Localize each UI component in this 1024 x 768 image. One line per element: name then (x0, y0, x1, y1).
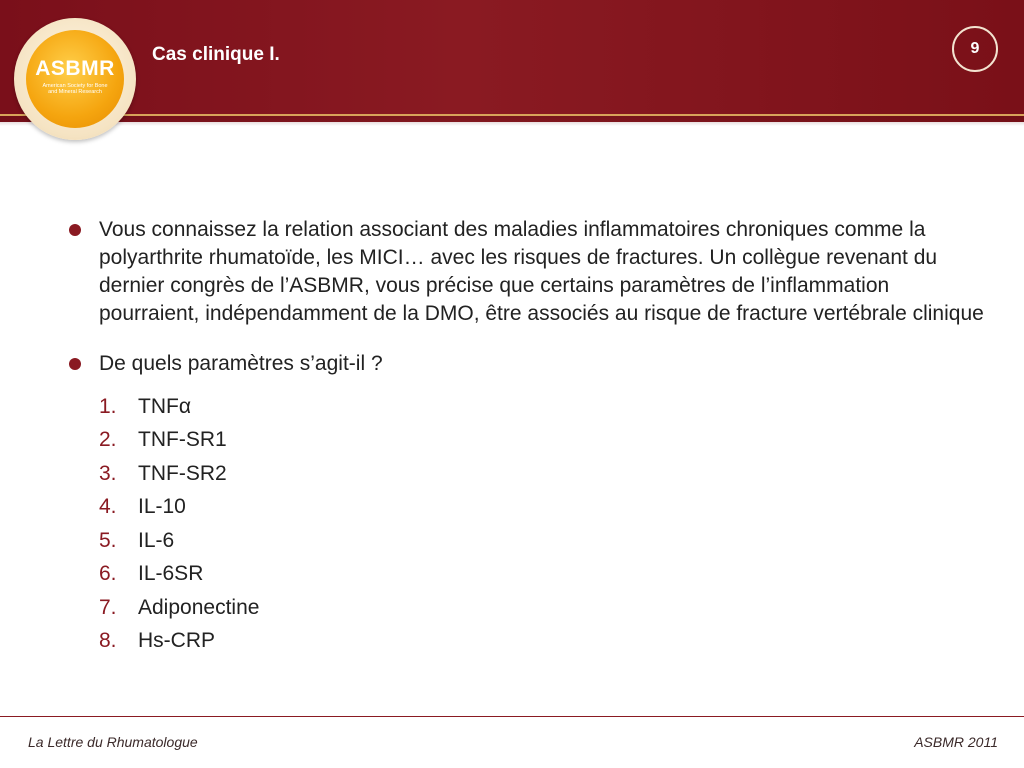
logo-subtitle: American Society for Bone and Mineral Research (42, 82, 108, 95)
footer-source: La Lettre du Rhumatologue (28, 734, 198, 750)
bullet-item (68, 216, 988, 328)
footer-divider (0, 716, 1024, 717)
list-item (99, 424, 988, 458)
list-item (99, 457, 988, 491)
bullet-item (68, 350, 988, 378)
list-item-number: 1. (99, 394, 117, 418)
logo-wordmark: ASBMR (35, 56, 115, 80)
list-item-text: IL-6 (138, 528, 175, 552)
list-item-text: TNF-SR2 (138, 461, 227, 485)
list-item-text: TNF-SR1 (138, 428, 227, 452)
header-shadow (0, 116, 1024, 126)
list-item-number: 2. (99, 428, 117, 452)
page-number-badge (952, 26, 998, 72)
list-item-text: IL-6SR (138, 562, 204, 586)
bullet-text: De quels paramètres s’agit-il ? (99, 352, 383, 375)
list-item (99, 591, 988, 625)
footer-credit: ASBMR 2011 (914, 734, 998, 750)
list-item-text: Hs-CRP (138, 629, 215, 653)
list-item (99, 524, 988, 558)
asbmr-logo (14, 18, 136, 140)
asbmr-logo-seal (26, 30, 124, 128)
list-item-number: 4. (99, 495, 117, 519)
slide-content (68, 216, 988, 658)
bullet-text: Vous connaissez la relation associant des maladies inflammatoires chroniques comme la polyarthrite rhumatoïde, les MICI… avec les risques de fractures. Un collègue revenant du dernier congrès de l’ASBMR, vous précise que certains paramètres de l’inflammation pourraient, indépendamment de la DMO, être associés au risque de fracture vertébrale clinique (99, 218, 984, 325)
numbered-list (68, 390, 988, 658)
list-item-number: 7. (99, 595, 117, 619)
list-item (99, 625, 988, 659)
bullet-dot-icon (69, 224, 81, 236)
page-number: 9 (970, 40, 980, 57)
list-item (99, 390, 988, 424)
list-item-number: 8. (99, 629, 117, 653)
list-item-number: 6. (99, 562, 117, 586)
list-item-text: Adiponectine (138, 595, 260, 619)
slide-title: Cas clinique I. (152, 44, 280, 65)
list-item (99, 558, 988, 592)
bullet-dot-icon (69, 358, 81, 370)
list-item-text: TNFα (138, 394, 191, 418)
list-item-number: 5. (99, 528, 117, 552)
list-item-number: 3. (99, 461, 117, 485)
list-item (99, 491, 988, 525)
list-item-text: IL-10 (138, 495, 186, 519)
